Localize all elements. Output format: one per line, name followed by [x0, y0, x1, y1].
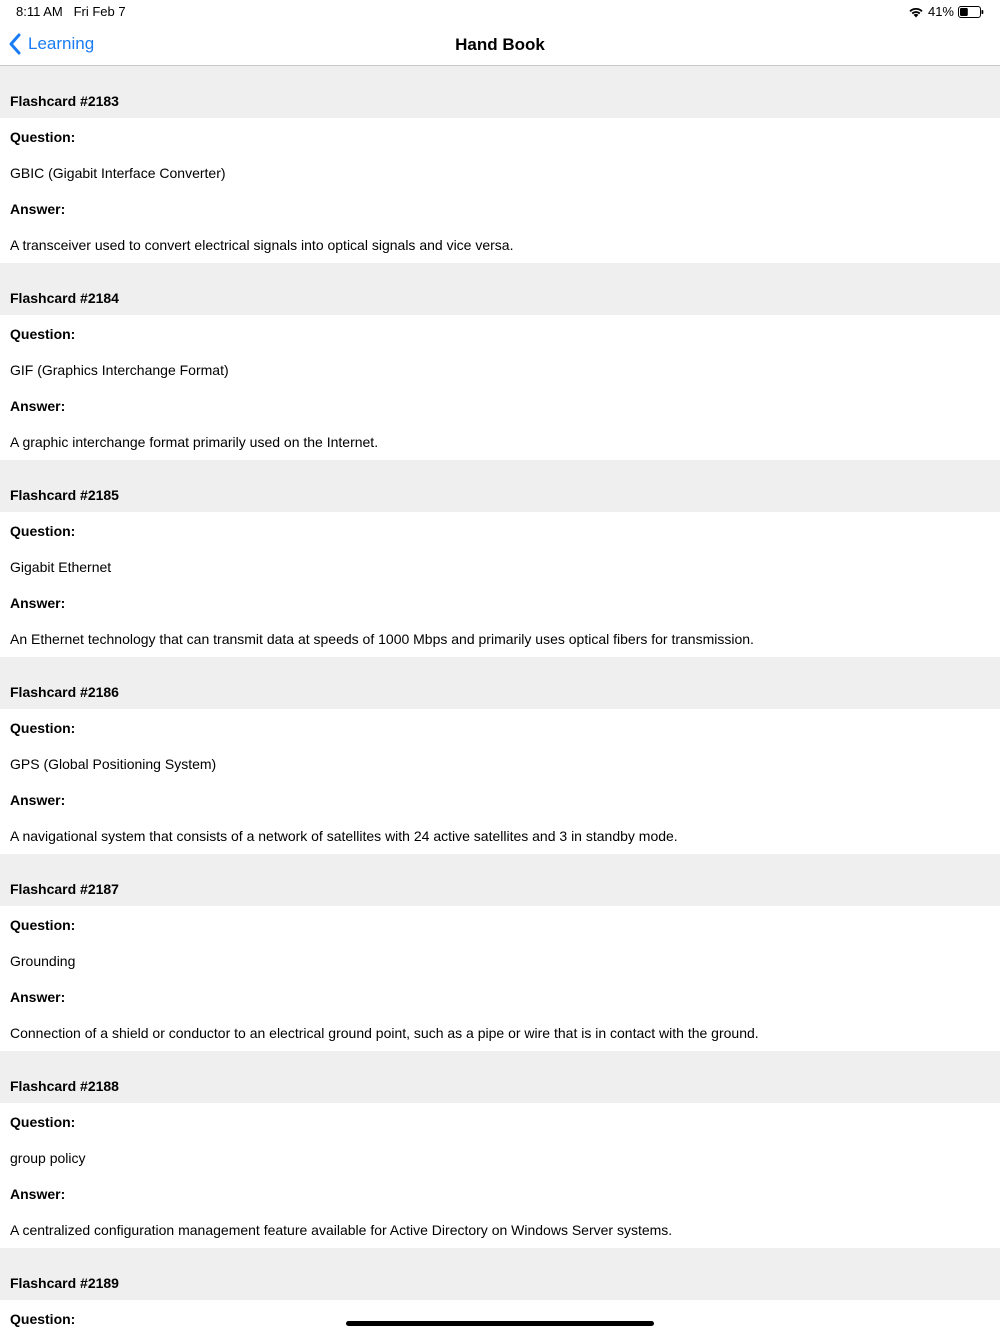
flashcard: [0, 263, 1000, 460]
status-clock: 8:11 AM: [16, 4, 63, 19]
answer-text: A transceiver used to convert electrical signals into optical signals and vice versa.: [10, 237, 514, 253]
battery-icon: [958, 6, 984, 18]
flashcard-title: Flashcard #2189: [0, 1248, 1000, 1300]
question-text: GBIC (Gigabit Interface Converter): [10, 165, 226, 181]
flashcard-title: Flashcard #2187: [0, 854, 1000, 906]
flashcard-title: Flashcard #2184: [0, 263, 1000, 315]
status-date: Fri Feb 7: [73, 4, 126, 19]
answer-text: A navigational system that consists of a network of satellites with 24 active satellites and 3 in standby mode.: [10, 828, 678, 844]
answer-label: Answer:: [10, 1186, 66, 1202]
answer-text: Connection of a shield or conductor to an electrical ground point, such as a pipe or wire that is in contact with the ground.: [10, 1025, 759, 1041]
chevron-left-icon: [8, 32, 22, 56]
flashcard: [0, 854, 1000, 1051]
question-text: GPS (Global Positioning System): [10, 756, 217, 772]
status-time: [16, 4, 126, 19]
flashcard-title: Flashcard #2186: [0, 657, 1000, 709]
flashcard-list[interactable]: [0, 66, 1000, 1336]
question-label: Question:: [10, 1311, 76, 1327]
answer-label: Answer:: [10, 398, 66, 414]
flashcard-title: Flashcard #2183: [0, 66, 1000, 118]
flashcard-title: Flashcard #2185: [0, 460, 1000, 512]
battery-percent: 41%: [927, 4, 954, 19]
question-text: GIF (Graphics Interchange Format): [10, 362, 229, 378]
question-label: Question:: [10, 326, 76, 342]
back-button[interactable]: [8, 32, 94, 56]
answer-text: An Ethernet technology that can transmit data at speeds of 1000 Mbps and primarily uses optical fibers for transmission.: [10, 631, 754, 647]
question-text: Grounding: [10, 953, 76, 969]
answer-text: A graphic interchange format primarily used on the Internet.: [10, 434, 379, 450]
status-indicators: [908, 4, 984, 19]
flashcard: [0, 66, 1000, 263]
answer-label: Answer:: [10, 989, 66, 1005]
question-label: Question:: [10, 720, 76, 736]
answer-text: A centralized configuration management feature available for Active Directory on Windows Server systems.: [10, 1222, 673, 1238]
question-label: Question:: [10, 523, 76, 539]
flashcard-title: Flashcard #2188: [0, 1051, 1000, 1103]
flashcard: [0, 460, 1000, 657]
question-text: group policy: [10, 1150, 86, 1166]
navigation-bar: [0, 24, 1000, 66]
question-label: Question:: [10, 129, 76, 145]
answer-label: Answer:: [10, 595, 66, 611]
flashcard: [0, 657, 1000, 854]
flashcard: [0, 1051, 1000, 1248]
question-label: Question:: [10, 917, 76, 933]
answer-label: Answer:: [10, 201, 66, 217]
page-title: Hand Book: [455, 35, 545, 54]
wifi-icon: [908, 6, 924, 18]
answer-label: Answer:: [10, 792, 66, 808]
home-indicator[interactable]: [346, 1321, 654, 1326]
question-text: Gigabit Ethernet: [10, 559, 112, 575]
question-label: Question:: [10, 1114, 76, 1130]
back-button-label: Learning: [28, 34, 95, 53]
status-bar: [0, 0, 1000, 24]
